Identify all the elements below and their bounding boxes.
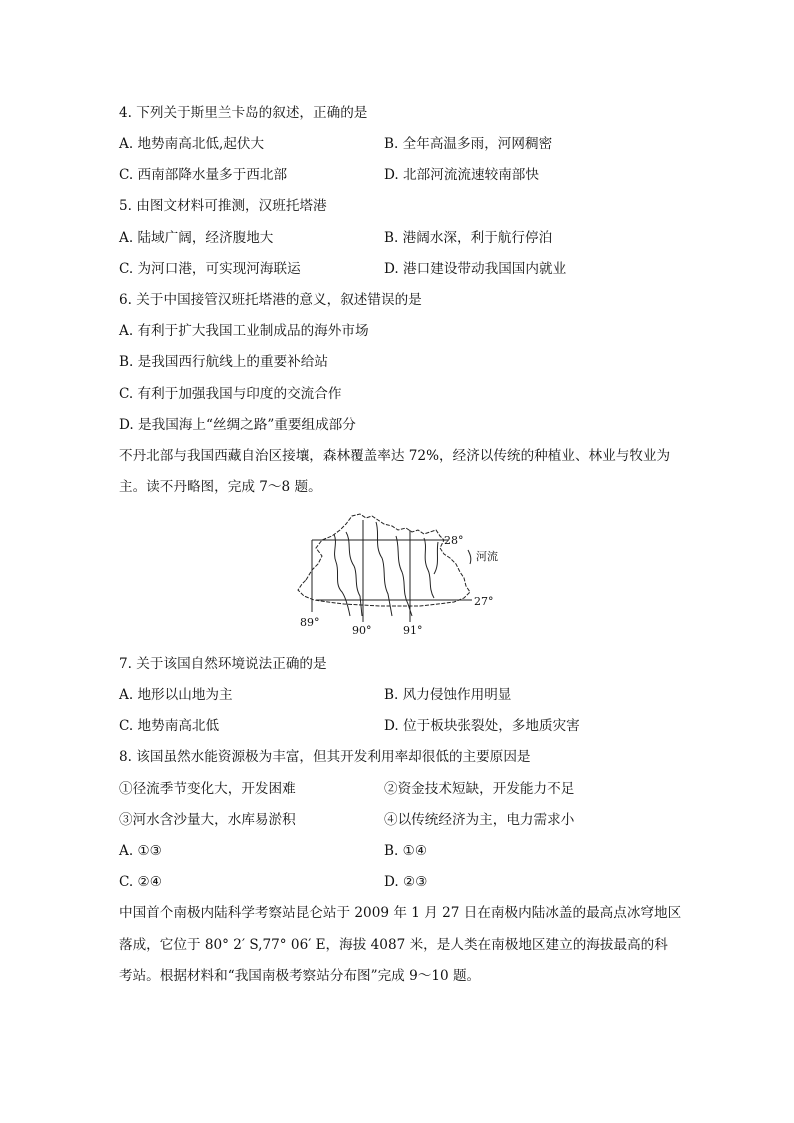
river-3 xyxy=(376,522,392,616)
q6-option-d: D. 是我国海上“丝绸之路”重要组成部分 xyxy=(119,417,356,433)
lon-91-label: 91° xyxy=(403,624,423,637)
kunlun-intro-line2: 落成，它位于 80° 2′ S,77° 06′ E，海拔 4087 米，是人类在南极地区建立的海拔最高的科 xyxy=(119,937,668,953)
q6-option-a: A. 有利于扩大我国工业制成品的海外市场 xyxy=(119,323,369,339)
q5-stem: 5. 由图文材料可推测，汉班托塔港 xyxy=(119,198,327,214)
q7-option-d: D. 位于板块张裂处，多地质灾害 xyxy=(384,718,580,734)
q8-option-b: B. ①④ xyxy=(384,843,428,859)
q5-option-c: C. 为河口港，可实现河海联运 xyxy=(119,261,301,277)
river-6 xyxy=(434,542,438,574)
river-legend-label: 河流 xyxy=(476,550,498,563)
lat-27-label: 27° xyxy=(474,595,494,608)
q5-option-b: B. 港阔水深，利于航行停泊 xyxy=(384,230,553,246)
q6-option-c: C. 有利于加强我国与印度的交流合作 xyxy=(119,386,342,402)
q7-option-c: C. 地势南高北低 xyxy=(119,718,220,734)
bhutan-intro-line2: 主。读不丹略图，完成 7～8 题。 xyxy=(119,479,322,495)
q7-option-a: A. 地形以山地为主 xyxy=(119,687,233,703)
river-legend-symbol xyxy=(468,550,471,564)
q7-option-b: B. 风力侵蚀作用明显 xyxy=(384,687,512,703)
q4-option-c: C. 西南部降水量多于西北部 xyxy=(119,167,288,183)
bhutan-intro-line1: 不丹北部与我国西藏自治区接壤，森林覆盖率达 72%，经济以传统的种植业、林业与牧业为 xyxy=(119,448,671,464)
q8-statement-2: ②资金技术短缺，开发能力不足 xyxy=(384,781,575,797)
q5-option-a: A. 陆域广阔，经济腹地大 xyxy=(119,230,274,246)
q7-stem: 7. 关于该国自然环境说法正确的是 xyxy=(119,656,327,672)
q8-statement-3: ③河水含沙量大，水库易淤积 xyxy=(119,812,296,828)
bhutan-sketch-map xyxy=(288,512,502,640)
kunlun-intro-line3: 考站。根据材料和“我国南极考察站分布图”完成 9～10 题。 xyxy=(119,968,481,984)
q8-option-c: C. ②④ xyxy=(119,874,162,890)
q4-option-d: D. 北部河流流速较南部快 xyxy=(384,167,539,183)
river-2 xyxy=(346,532,362,616)
q4-option-b: B. 全年高温多雨，河网稠密 xyxy=(384,136,553,152)
lat-28-label: 28° xyxy=(444,534,464,547)
q4-option-a: A. 地势南高北低,起伏大 xyxy=(119,136,265,152)
q4-stem: 4. 下列关于斯里兰卡岛的叙述，正确的是 xyxy=(119,105,368,121)
q6-option-b: B. 是我国西行航线上的重要补给站 xyxy=(119,354,328,370)
river-5 xyxy=(424,538,434,598)
lon-90-label: 90° xyxy=(352,624,372,637)
lon-89-label: 89° xyxy=(300,616,320,629)
river-1 xyxy=(334,534,350,616)
q8-stem: 8. 该国虽然水能资源极为丰富，但其开发利用率却很低的主要原因是 xyxy=(119,749,531,765)
bhutan-border xyxy=(298,514,470,606)
q8-option-d: D. ②③ xyxy=(384,874,428,890)
q6-stem: 6. 关于中国接管汉班托塔港的意义，叙述错误的是 xyxy=(119,292,422,308)
q5-option-d: D. 港口建设带动我国国内就业 xyxy=(384,261,567,277)
q8-option-a: A. ①③ xyxy=(119,843,162,859)
kunlun-intro-line1: 中国首个南极内陆科学考察站昆仑站于 2009 年 1 月 27 日在南极内陆冰盖的最高点冰穹地区 xyxy=(119,905,682,921)
q8-statement-1: ①径流季节变化大，开发困难 xyxy=(119,781,296,797)
q8-statement-4: ④以传统经济为主，电力需求小 xyxy=(384,812,575,828)
